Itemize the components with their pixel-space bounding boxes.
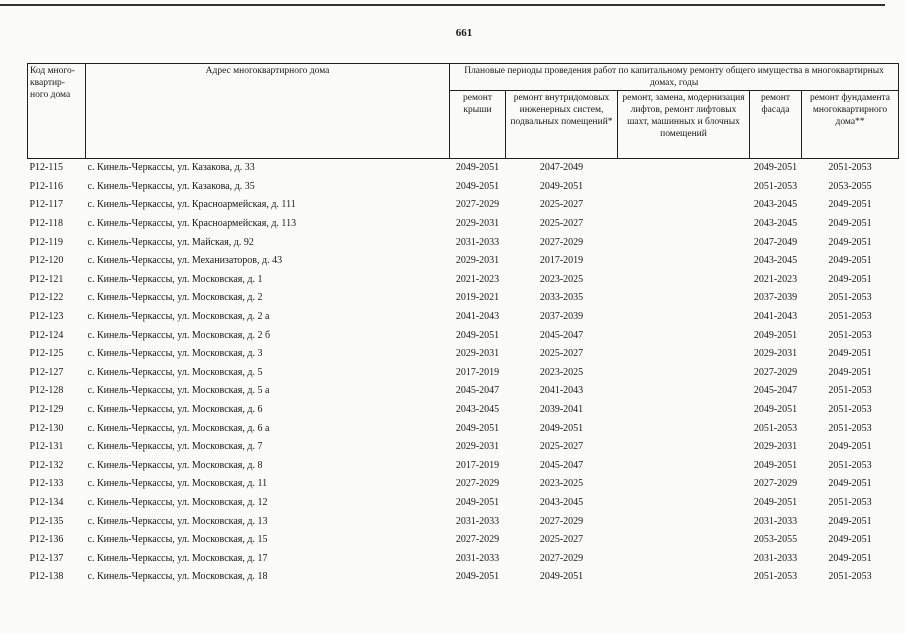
cell-address: с. Кинель-Черкассы, ул. Московская, д. 17 — [87, 552, 268, 564]
table-row — [28, 549, 899, 568]
cell-facade: 2049-2051 — [753, 329, 798, 341]
cell-address: с. Кинель-Черкассы, ул. Московская, д. 2 — [87, 292, 263, 304]
cell-foundation: 2049-2051 — [828, 218, 872, 230]
cell-foundation: 2049-2051 — [828, 366, 872, 378]
cell-code: Р12-132 — [29, 459, 64, 471]
cell-foundation: 2049-2051 — [828, 478, 872, 490]
cell-code: Р12-135 — [29, 515, 64, 527]
cell-elevators — [618, 159, 750, 178]
cell-elevators — [618, 289, 750, 308]
table-row — [28, 308, 899, 327]
table-row — [28, 419, 899, 438]
cell-facade: 2043-2045 — [753, 255, 798, 267]
cell-roof: 2041-2043 — [455, 311, 500, 323]
cell-engineering: 2023-2025 — [539, 478, 584, 490]
header-row-top — [28, 64, 899, 91]
top-rule — [0, 4, 885, 6]
cell-engineering: 2049-2051 — [539, 422, 584, 434]
cell-roof: 2027-2029 — [455, 199, 500, 211]
cell-facade: 2043-2045 — [753, 218, 798, 230]
cell-roof: 2031-2033 — [455, 515, 500, 527]
cell-foundation: 2051-2053 — [828, 385, 872, 397]
cell-foundation: 2049-2051 — [828, 552, 872, 564]
cell-roof: 2029-2031 — [455, 348, 500, 360]
cell-elevators — [618, 438, 750, 457]
cell-foundation: 2051-2053 — [828, 329, 872, 341]
cell-code: Р12-128 — [29, 385, 64, 397]
cell-code: Р12-120 — [29, 255, 64, 267]
cell-facade: 2029-2031 — [753, 348, 798, 360]
cell-foundation: 2051-2053 — [828, 422, 872, 434]
cell-address: с. Кинель-Черкассы, ул. Московская, д. 1 — [87, 273, 263, 285]
cell-code: Р12-124 — [29, 329, 64, 341]
cell-roof: 2043-2045 — [455, 404, 500, 416]
cell-engineering: 2045-2047 — [539, 459, 584, 471]
table-body — [28, 159, 899, 587]
cell-foundation: 2049-2051 — [828, 348, 872, 360]
table-row — [28, 364, 899, 383]
table-row — [28, 401, 899, 420]
cell-engineering: 2023-2025 — [539, 273, 584, 285]
cell-address: с. Кинель-Черкассы, ул. Московская, д. 6 — [87, 404, 263, 416]
cell-facade: 2037-2039 — [753, 292, 798, 304]
table-row — [28, 215, 899, 234]
cell-address: с. Кинель-Черкассы, ул. Московская, д. 8 — [87, 459, 263, 471]
cell-engineering: 2037-2039 — [539, 311, 584, 323]
cell-elevators — [618, 271, 750, 290]
cell-elevators — [618, 196, 750, 215]
cell-code: Р12-136 — [29, 534, 64, 546]
cell-elevators — [618, 494, 750, 513]
cell-engineering: 2047-2049 — [539, 162, 584, 174]
cell-roof: 2049-2051 — [455, 422, 500, 434]
cell-address: с. Кинель-Черкассы, ул. Московская, д. 3 — [87, 348, 263, 360]
cell-foundation: 2049-2051 — [828, 534, 872, 546]
table-row — [28, 494, 899, 513]
cell-code: Р12-116 — [29, 180, 64, 192]
cell-address: с. Кинель-Черкассы, ул. Московская, д. 18 — [87, 571, 268, 583]
cell-elevators — [618, 364, 750, 383]
cell-engineering: 2025-2027 — [539, 441, 584, 453]
table-row — [28, 382, 899, 401]
cell-elevators — [618, 326, 750, 345]
table-row — [28, 271, 899, 290]
cell-code: Р12-121 — [29, 273, 64, 285]
cell-facade: 2049-2051 — [753, 459, 798, 471]
cell-engineering: 2025-2027 — [539, 199, 584, 211]
cell-address: с. Кинель-Черкассы, ул. Московская, д. 7 — [87, 441, 263, 453]
cell-address: с. Кинель-Черкассы, ул. Казакова, д. 33 — [87, 162, 255, 174]
cell-elevators — [618, 568, 750, 587]
cell-elevators — [618, 531, 750, 550]
page-number: 661 — [455, 27, 473, 39]
cell-foundation: 2049-2051 — [828, 255, 872, 267]
cell-roof: 2049-2051 — [455, 571, 500, 583]
cell-elevators — [618, 215, 750, 234]
cell-code: Р12-134 — [29, 496, 64, 508]
cell-roof: 2027-2029 — [455, 534, 500, 546]
cell-facade: 2041-2043 — [753, 311, 798, 323]
cell-facade: 2045-2047 — [753, 385, 798, 397]
cell-code: Р12-117 — [29, 199, 64, 211]
cell-elevators — [618, 345, 750, 364]
cell-address: с. Кинель-Черкассы, ул. Красноармейская, д. 113 — [87, 218, 297, 230]
cell-engineering: 2017-2019 — [539, 255, 584, 267]
cell-roof: 2049-2051 — [455, 180, 500, 192]
cell-engineering: 2039-2041 — [539, 404, 584, 416]
table-row — [28, 475, 899, 494]
table-row — [28, 233, 899, 252]
cell-elevators — [618, 475, 750, 494]
cell-elevators — [618, 382, 750, 401]
cell-foundation: 2049-2051 — [828, 273, 872, 285]
cell-code: Р12-122 — [29, 292, 64, 304]
cell-address: с. Кинель-Черкассы, ул. Московская, д. 11 — [87, 478, 268, 490]
cell-roof: 2031-2033 — [455, 236, 500, 248]
table-row — [28, 326, 899, 345]
cell-address: с. Кинель-Черкассы, ул. Московская, д. 12 — [87, 496, 268, 508]
cell-address: с. Кинель-Черкассы, ул. Казакова, д. 35 — [87, 180, 255, 192]
cell-foundation: 2049-2051 — [828, 199, 872, 211]
header-planned-periods: Плановые периоды проведения работ по капитальному ремонту общего имущества в многоквартирных домах, годы — [450, 64, 899, 91]
cell-roof: 2029-2031 — [455, 255, 500, 267]
cell-engineering: 2023-2025 — [539, 366, 584, 378]
header-address: Адрес многоквартирного дома — [86, 64, 450, 159]
cell-elevators — [618, 252, 750, 271]
cell-roof: 2017-2019 — [455, 459, 500, 471]
header-facade: ремонт фасада — [750, 91, 802, 159]
cell-foundation: 2051-2053 — [828, 404, 872, 416]
table-row — [28, 512, 899, 531]
cell-roof: 2029-2031 — [455, 218, 500, 230]
cell-engineering: 2027-2029 — [539, 515, 584, 527]
cell-elevators — [618, 549, 750, 568]
cell-roof: 2019-2021 — [455, 292, 500, 304]
cell-code: Р12-125 — [29, 348, 64, 360]
cell-address: с. Кинель-Черкассы, ул. Майская, д. 92 — [87, 236, 254, 248]
cell-elevators — [618, 401, 750, 420]
cell-code: Р12-133 — [29, 478, 64, 490]
header-engineering: ремонт внутридомовых инженерных систем, подвальных помещений* — [506, 91, 618, 159]
table-row — [28, 196, 899, 215]
cell-roof: 2031-2033 — [455, 552, 500, 564]
cell-engineering: 2049-2051 — [539, 180, 584, 192]
cell-facade: 2043-2045 — [753, 199, 798, 211]
cell-roof: 2049-2051 — [455, 496, 500, 508]
cell-facade: 2027-2029 — [753, 366, 798, 378]
cell-foundation: 2049-2051 — [828, 236, 872, 248]
cell-roof: 2049-2051 — [455, 162, 500, 174]
header-foundation: ремонт фундамента многоквартирного дома** — [802, 91, 899, 159]
cell-code: Р12-115 — [29, 162, 64, 174]
table-row — [28, 457, 899, 476]
cell-roof: 2029-2031 — [455, 441, 500, 453]
table-row — [28, 289, 899, 308]
cell-elevators — [618, 178, 750, 197]
cell-facade: 2051-2053 — [753, 422, 798, 434]
cell-code: Р12-127 — [29, 366, 64, 378]
cell-code: Р12-138 — [29, 571, 64, 583]
cell-address: с. Кинель-Черкассы, ул. Механизаторов, д. 43 — [87, 255, 283, 267]
table-row — [28, 438, 899, 457]
cell-address: с. Кинель-Черкассы, ул. Московская, д. 2 б — [87, 329, 271, 341]
cell-code: Р12-130 — [29, 422, 64, 434]
cell-facade: 2029-2031 — [753, 441, 798, 453]
cell-engineering: 2043-2045 — [539, 496, 584, 508]
cell-address: с. Кинель-Черкассы, ул. Московская, д. 6 а — [87, 422, 270, 434]
cell-code: Р12-119 — [29, 236, 64, 248]
cell-address: с. Кинель-Черкассы, ул. Московская, д. 5 а — [87, 385, 270, 397]
header-roof: ремонт крыши — [450, 91, 506, 159]
cell-facade: 2047-2049 — [753, 236, 798, 248]
cell-engineering: 2027-2029 — [539, 236, 584, 248]
table-row — [28, 345, 899, 364]
cell-code: Р12-137 — [29, 552, 64, 564]
cell-code: Р12-129 — [29, 404, 64, 416]
cell-foundation: 2051-2053 — [828, 292, 872, 304]
cell-roof: 2017-2019 — [455, 366, 500, 378]
cell-foundation: 2051-2053 — [828, 311, 872, 323]
capital-repair-table — [27, 63, 899, 587]
cell-code: Р12-118 — [29, 218, 64, 230]
cell-facade: 2049-2051 — [753, 162, 798, 174]
cell-engineering: 2025-2027 — [539, 534, 584, 546]
cell-code: Р12-123 — [29, 311, 64, 323]
cell-engineering: 2045-2047 — [539, 329, 584, 341]
cell-address: с. Кинель-Черкассы, ул. Московская, д. 13 — [87, 515, 268, 527]
cell-foundation: 2051-2053 — [828, 162, 872, 174]
cell-roof: 2045-2047 — [455, 385, 500, 397]
cell-engineering: 2049-2051 — [539, 571, 584, 583]
cell-roof: 2027-2029 — [455, 478, 500, 490]
table-row — [28, 178, 899, 197]
cell-facade: 2049-2051 — [753, 404, 798, 416]
cell-roof: 2021-2023 — [455, 273, 500, 285]
cell-code: Р12-131 — [29, 441, 64, 453]
cell-facade: 2031-2033 — [753, 515, 798, 527]
table-row — [28, 568, 899, 587]
table-row — [28, 159, 899, 178]
cell-address: с. Кинель-Черкассы, ул. Московская, д. 5 — [87, 366, 263, 378]
cell-facade: 2031-2033 — [753, 552, 798, 564]
cell-foundation: 2049-2051 — [828, 515, 872, 527]
cell-engineering: 2041-2043 — [539, 385, 584, 397]
cell-foundation: 2049-2051 — [828, 441, 872, 453]
cell-engineering: 2025-2027 — [539, 218, 584, 230]
header-elevators: ремонт, замена, модернизация лифтов, ремонт лифтовых шахт, машинных и блочных помещений — [618, 91, 750, 159]
table-row — [28, 252, 899, 271]
cell-elevators — [618, 457, 750, 476]
cell-address: с. Кинель-Черкассы, ул. Московская, д. 2 а — [87, 311, 270, 323]
cell-engineering: 2025-2027 — [539, 348, 584, 360]
cell-elevators — [618, 233, 750, 252]
cell-facade: 2051-2053 — [753, 180, 798, 192]
cell-roof: 2049-2051 — [455, 329, 500, 341]
cell-engineering: 2027-2029 — [539, 552, 584, 564]
cell-foundation: 2053-2055 — [828, 180, 872, 192]
cell-facade: 2021-2023 — [753, 273, 798, 285]
cell-elevators — [618, 512, 750, 531]
cell-engineering: 2033-2035 — [539, 292, 584, 304]
cell-elevators — [618, 308, 750, 327]
cell-facade: 2049-2051 — [753, 496, 798, 508]
header-code: Код много-квартир-ного дома — [28, 64, 86, 159]
cell-address: с. Кинель-Черкассы, ул. Красноармейская, д. 111 — [87, 199, 296, 211]
table-row — [28, 531, 899, 550]
cell-foundation: 2051-2053 — [828, 459, 872, 471]
cell-facade: 2053-2055 — [753, 534, 798, 546]
cell-facade: 2051-2053 — [753, 571, 798, 583]
cell-address: с. Кинель-Черкассы, ул. Московская, д. 15 — [87, 534, 268, 546]
cell-facade: 2027-2029 — [753, 478, 798, 490]
cell-foundation: 2051-2053 — [828, 571, 872, 583]
cell-elevators — [618, 419, 750, 438]
cell-foundation: 2051-2053 — [828, 496, 872, 508]
